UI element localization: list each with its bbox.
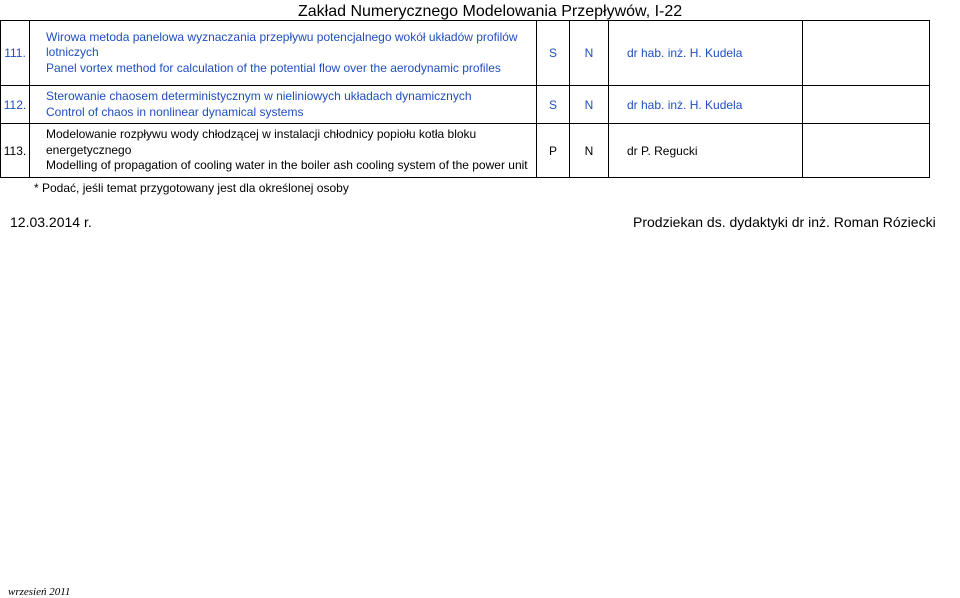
topic-mode: N: [570, 21, 609, 86]
topic-number: 111.: [1, 21, 30, 86]
topic-title-en: Control of chaos in nonlinear dynamical systems: [46, 104, 304, 119]
topic-student-cell: [803, 124, 930, 178]
topic-number: 112.: [1, 86, 30, 124]
topic-mode: N: [570, 124, 609, 178]
page-footer: wrzesień 2011: [8, 586, 71, 598]
topic-supervisor: dr hab. inż. H. Kudela: [609, 21, 803, 86]
table-row: [1, 86, 930, 124]
topic-supervisor: dr hab. inż. H. Kudela: [609, 86, 803, 124]
topic-title-pl: Wirowa metoda panelowa wyznaczania przepływu potencjalnego wokół układów profilów lotniczych: [46, 29, 518, 60]
footnote: * Podać, jeśli temat przygotowany jest dla określonej osoby: [34, 181, 349, 195]
topic-title: [30, 86, 537, 124]
topic-title-en: Panel vortex method for calculation of the potential flow over the aerodynamic profiles: [46, 60, 501, 75]
topic-supervisor: dr P. Regucki: [609, 124, 803, 178]
topic-title-pl: Sterowanie chaosem deterministycznym w nieliniowych układach dynamicznych: [46, 89, 472, 103]
topic-student-cell: [803, 21, 930, 86]
topic-type: P: [537, 124, 570, 178]
table-row: [1, 21, 930, 86]
department-header: Zakład Numerycznego Modelowania Przepływów, I-22: [298, 3, 683, 20]
topics-table: [0, 20, 930, 178]
topic-title: [30, 21, 537, 86]
topic-title-en: Modelling of propagation of cooling water in the boiler ash cooling system of the power unit: [46, 158, 528, 173]
document-date: 12.03.2014 r.: [10, 214, 92, 230]
topic-title: [30, 124, 537, 178]
table-row: [1, 124, 930, 178]
topic-student-cell: [803, 86, 930, 124]
topic-title-pl: Modelowanie rozpływu wody chłodzącej w instalacji chłodnicy popiołu kotła bloku energetycznego: [46, 127, 477, 157]
signature-line: Prodziekan ds. dydaktyki dr inż. Roman Róziecki: [633, 214, 936, 230]
topic-type: S: [537, 21, 570, 86]
topic-number: 113.: [1, 124, 30, 178]
topic-mode: N: [570, 86, 609, 124]
topic-type: S: [537, 86, 570, 124]
